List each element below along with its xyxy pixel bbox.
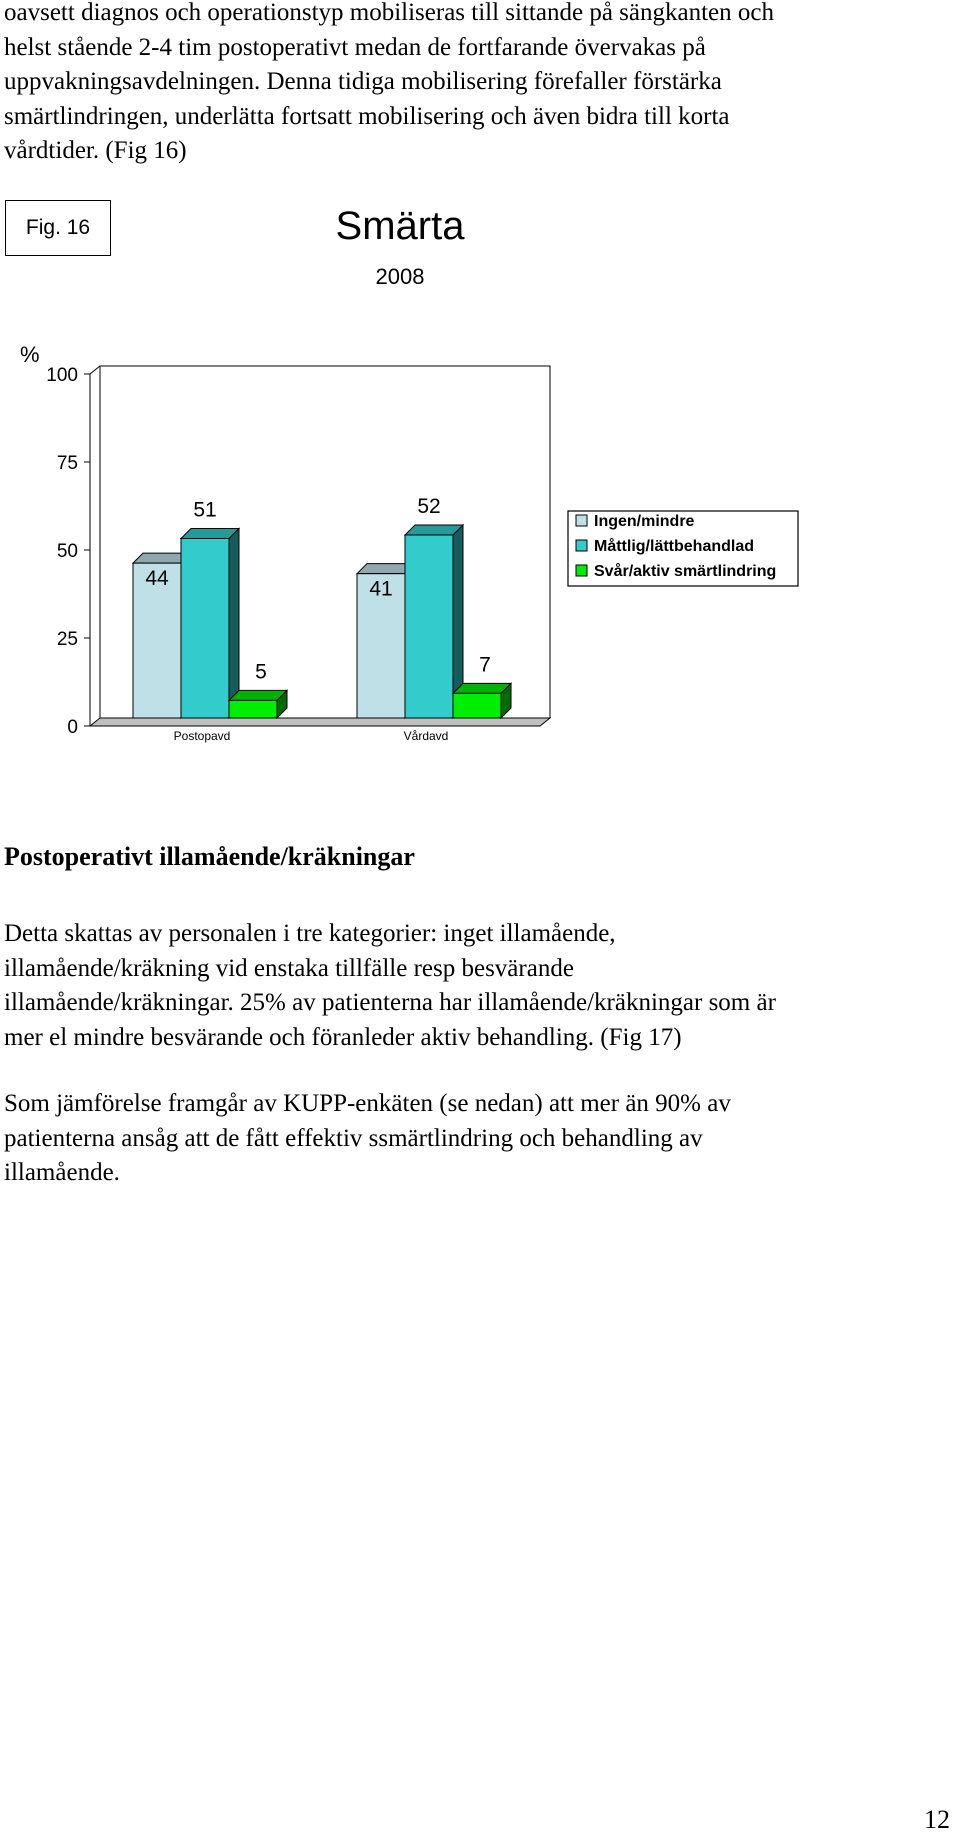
text-line: helst stående 2-4 tim postoperativt medan de fortfarande övervakas på <box>4 33 706 61</box>
text-line: vårdtider. (Fig 16) <box>4 137 187 164</box>
text-line: mer el mindre besvärande och föranleder aktiv behandling. (Fig 17) <box>4 1023 682 1051</box>
legend-swatch <box>576 515 587 526</box>
legend-swatch <box>576 540 587 551</box>
bar <box>181 538 229 718</box>
bar-top <box>405 525 463 535</box>
bar-top <box>229 690 287 700</box>
y-tick-label: 0 <box>67 717 78 738</box>
y-tick-label: 100 <box>46 365 78 386</box>
figure-label: Fig. 16 <box>5 200 111 256</box>
bar-side <box>229 528 239 718</box>
data-label: 44 <box>145 567 169 591</box>
legend-label: Ingen/mindre <box>594 513 695 530</box>
y-tick-label: 25 <box>56 629 78 650</box>
y-axis <box>46 365 90 738</box>
legend-label: Svår/aktiv smärtlindring <box>594 563 777 580</box>
legend-label: Måttlig/lättbehandlad <box>594 538 754 555</box>
section-heading: Postoperativt illamående/kräkningar <box>4 842 415 871</box>
data-label: 51 <box>193 498 217 522</box>
text-line: smärtlindringen, underlätta fortsatt mobilisering och även bidra till korta <box>4 102 730 130</box>
text-line: Detta skattas av personalen i tre kategorier: inget illamående, <box>4 920 616 947</box>
comparison-paragraph <box>4 1087 944 1191</box>
text-line: patienterna ansåg att de fått effektiv ssmärtlindring och behandling av <box>4 1124 703 1152</box>
text-line: illamående. <box>4 1159 120 1186</box>
bar <box>405 535 453 718</box>
y-tick-label: 75 <box>56 453 78 474</box>
text-line: oavsett diagnos och operationstyp mobiliseras till sittande på sängkanten och <box>4 0 774 26</box>
page-number: 12 <box>924 1805 950 1834</box>
legend-swatch <box>576 565 587 576</box>
bar <box>229 700 277 718</box>
plot-floor <box>90 718 550 726</box>
text-line: uppvakningsavdelningen. Denna tidiga mobilisering förefaller förstärka <box>4 68 722 95</box>
bar-top <box>453 683 511 693</box>
x-category-label: Vårdavd <box>403 729 449 743</box>
data-label: 41 <box>369 577 393 601</box>
bar-top <box>181 528 239 538</box>
plot-wall-edge <box>90 366 100 374</box>
text-line: illamående/kräkningar. 25% av patienterna har illamående/kräkningar som är <box>4 989 776 1016</box>
chart-legend <box>568 511 798 586</box>
x-axis <box>174 729 449 743</box>
y-tick-label: 50 <box>56 541 78 562</box>
x-category-label: Postopavd <box>173 729 231 743</box>
nausea-paragraph <box>4 917 944 1055</box>
intro-paragraph <box>4 0 944 169</box>
chart-title: Smärta <box>335 204 465 248</box>
bar <box>453 693 501 718</box>
text-line: Som jämförelse framgår av KUPP-enkäten (se nedan) att mer än 90% av <box>4 1090 731 1117</box>
y-axis-label: % <box>20 342 40 367</box>
data-label: 52 <box>417 494 441 518</box>
data-label: 7 <box>479 653 491 677</box>
text-line: illamående/kräkning vid enstaka tillfälle resp besvärande <box>4 954 574 982</box>
data-label: 5 <box>255 660 267 684</box>
chart-subtitle: 2008 <box>375 264 425 289</box>
pain-chart <box>0 190 820 750</box>
